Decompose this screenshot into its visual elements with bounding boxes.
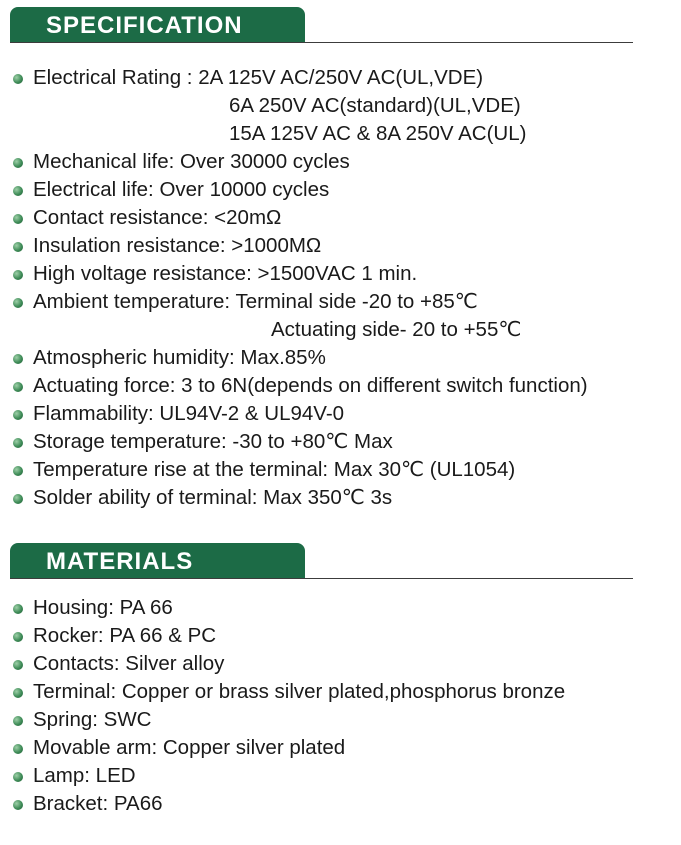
header-rule bbox=[10, 578, 633, 579]
bullet-icon bbox=[13, 716, 23, 726]
material-item: Spring: SWC bbox=[0, 706, 681, 734]
bullet-icon bbox=[13, 744, 23, 754]
bullet-icon bbox=[13, 354, 23, 364]
bullet-icon bbox=[13, 604, 23, 614]
spec-item-continuation: 6A 250V AC(standard)(UL,VDE) bbox=[229, 94, 521, 117]
bullet-icon bbox=[13, 74, 23, 84]
specification-list bbox=[0, 64, 681, 512]
material-item: Housing: PA 66 bbox=[0, 594, 681, 622]
bullet-icon bbox=[13, 158, 23, 168]
spec-item: Electrical Rating : 2A 125V AC/250V AC(UL,VDE) bbox=[0, 64, 681, 92]
spec-item: Insulation resistance: >1000MΩ bbox=[0, 232, 681, 260]
bullet-icon bbox=[13, 382, 23, 392]
material-item: Lamp: LED bbox=[0, 762, 681, 790]
bullet-icon bbox=[13, 632, 23, 642]
materials-section bbox=[0, 543, 681, 579]
material-item: Rocker: PA 66 & PC bbox=[0, 622, 681, 650]
spec-item: Atmospheric humidity: Max.85% bbox=[0, 344, 681, 372]
material-item: Contacts: Silver alloy bbox=[0, 650, 681, 678]
bullet-icon bbox=[13, 242, 23, 252]
spec-item-continuation: Actuating side- 20 to +55℃ bbox=[271, 318, 522, 341]
specification-header bbox=[0, 7, 681, 43]
spec-item: Solder ability of terminal: Max 350℃ 3s bbox=[0, 484, 681, 512]
spec-item: Mechanical life: Over 30000 cycles bbox=[0, 148, 681, 176]
materials-title: MATERIALS bbox=[46, 548, 194, 575]
material-item: Bracket: PA66 bbox=[0, 790, 681, 818]
materials-header bbox=[0, 543, 681, 579]
materials-list bbox=[0, 594, 681, 818]
bullet-icon bbox=[13, 494, 23, 504]
bullet-icon bbox=[13, 298, 23, 308]
specification-title: SPECIFICATION bbox=[46, 12, 243, 39]
bullet-icon bbox=[13, 660, 23, 670]
spec-item: Actuating force: 3 to 6N(depends on different switch function) bbox=[0, 372, 681, 400]
spec-item-continuation: 15A 125V AC & 8A 250V AC(UL) bbox=[229, 122, 527, 145]
bullet-icon bbox=[13, 466, 23, 476]
bullet-icon bbox=[13, 186, 23, 196]
bullet-icon bbox=[13, 270, 23, 280]
material-item: Movable arm: Copper silver plated bbox=[0, 734, 681, 762]
spec-item: Temperature rise at the terminal: Max 30℃ (UL1054) bbox=[0, 456, 681, 484]
spec-item: Contact resistance: <20mΩ bbox=[0, 204, 681, 232]
bullet-icon bbox=[13, 688, 23, 698]
spec-item: High voltage resistance: >1500VAC 1 min. bbox=[0, 260, 681, 288]
spec-item: Flammability: UL94V-2 & UL94V-0 bbox=[0, 400, 681, 428]
specification-section bbox=[0, 7, 681, 43]
spec-item: Ambient temperature: Terminal side -20 to +85℃ bbox=[0, 288, 681, 316]
spec-item: Storage temperature: -30 to +80℃ Max bbox=[0, 428, 681, 456]
bullet-icon bbox=[13, 214, 23, 224]
spec-item: Electrical life: Over 10000 cycles bbox=[0, 176, 681, 204]
bullet-icon bbox=[13, 772, 23, 782]
bullet-icon bbox=[13, 800, 23, 810]
header-rule bbox=[10, 42, 633, 43]
bullet-icon bbox=[13, 438, 23, 448]
material-item: Terminal: Copper or brass silver plated,phosphorus bronze bbox=[0, 678, 681, 706]
bullet-icon bbox=[13, 410, 23, 420]
